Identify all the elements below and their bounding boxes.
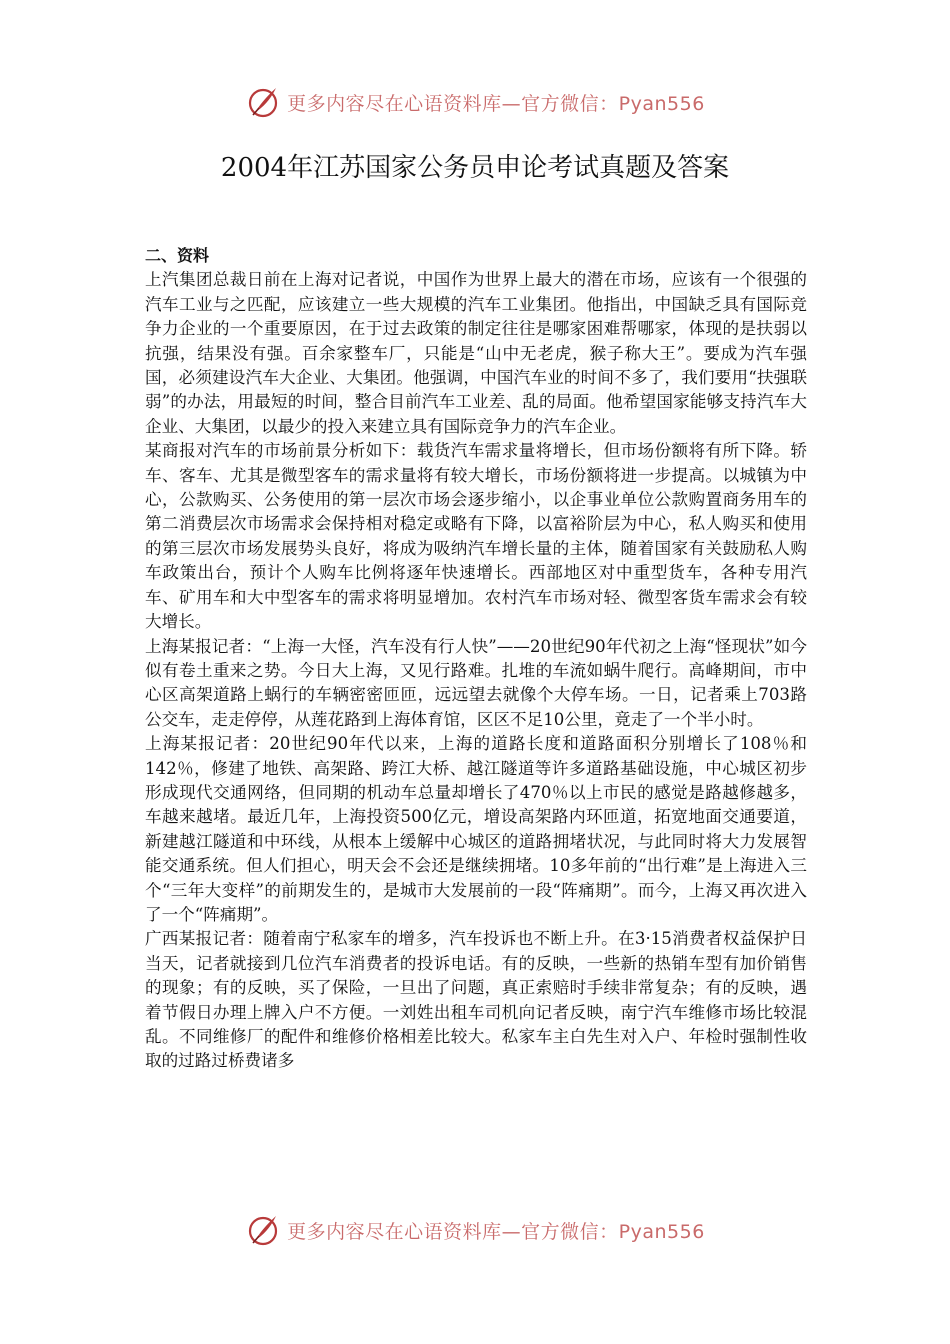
- paragraph: 上海某报记者：20世纪90年代以来，上海的道路长度和道路面积分别增长了108％和142％，修建了地铁、高架路、跨江大桥、越江隧道等许多道路基础设施，中心城区初步形成现代交通网络，但同期的机动车总量却增长了470％以上市民的感觉是路越修越多，车越来越堵。最近几年，上海投资500亿元，增设高架路内环匝道，拓宽地面交通要道，新建越江隧道和中环线，从根本上缓解中心城区的道路拥堵状况，与此同时将大力发展智能交通系统。但人们担心，明天会不会还是继续拥堵。10多年前的“出行难”是上海进入三个“三年大变样”的前期发生的，是城市大发展前的一段“阵痛期”。而今，上海又再次进入了一个“阵痛期”。: [145, 734, 807, 924]
- feather-quill-logo-icon: [245, 84, 281, 120]
- paragraph: 某商报对汽车的市场前景分析如下：载货汽车需求量将增长，但市场份额将有所下降。轿车、客车、尤其是微型客车的需求量将有较大增长，市场份额将进一步提高。以城镇为中心，公款购买、公务使用的第一层次市场会逐步缩小，以企事业单位公款购置商务用车的第二消费层次市场需求会保持相对稳定或略有下降，以富裕阶层为中心，私人购买和使用的第三层次市场发展势头良好，将成为吸纳汽车增长量的主体，随着国家有关鼓励私人购车政策出台，预计个人购车比例将逐年快速增长。西部地区对中重型货车，各种专用汽车、矿用车和大中型客车的需求将明显增加。农村汽车市场对轻、微型客货车需求会有较大增长。: [145, 441, 807, 632]
- feather-quill-logo-icon: [245, 1212, 281, 1248]
- document-body: [145, 244, 807, 1074]
- banner-text: 更多内容尽在心语资料库—官方微信：Pyan556: [287, 1220, 705, 1243]
- banner-text: 更多内容尽在心语资料库—官方微信：Pyan556: [287, 92, 705, 115]
- paragraph: 上海某报记者：“上海一大怪，汽车没有行人快”——20世纪90年代初之上海“怪现状”如今似有卷土重来之势。今日大上海，又见行路难。扎堆的车流如蜗牛爬行。高峰期间，市中心区高架道路上蜗行的车辆密密匝匝，远远望去就像个大停车场。一日，记者乘上703路公交车，走走停停，从莲花路到上海体育馆，区区不足10公里，竟走了一个半小时。: [145, 636, 807, 729]
- footer-banner: [0, 1208, 950, 1252]
- paragraph: 上汽集团总裁日前在上海对记者说，中国作为世界上最大的潜在市场，应该有一个很强的汽车工业与之匹配，应该建立一些大规模的汽车工业集团。他指出，中国缺乏具有国际竞争力企业的一个重要原因，在于过去政策的制定往往是哪家困难帮哪家，体现的是扶弱以抗强，结果没有强。百余家整车厂，只能是“山中无老虎，猴子称大王”。要成为汽车强国，必须建设汽车大企业、大集团。他强调，中国汽车业的时间不多了，我们要用“扶强联弱”的办法，用最短的时间，整合目前汽车工业差、乱的局面。他希望国家能够支持汽车大企业、大集团，以最少的投入来建立具有国际竞争力的汽车企业。: [145, 270, 807, 436]
- section-heading: 二、资料: [145, 246, 210, 265]
- page-title: 2004年江苏国家公务员申论考试真题及答案: [220, 153, 730, 183]
- header-banner: [0, 80, 950, 124]
- paragraph: 广西某报记者：随着南宁私家车的增多，汽车投诉也不断上升。在3·15消费者权益保护日当天，记者就接到几位汽车消费者的投诉电话。有的反映，一些新的热销车型有加价销售的现象；有的反映，买了保险，一旦出了问题，真正索赔时手续非常复杂；有的反映，遇着节假日办理上牌入户不方便。一刘姓出租车司机向记者反映，南宁汽车维修市场比较混乱。不同维修厂的配件和维修价格相差比较大。私家车主白先生对入户、年检时强制性收取的过路过桥费诸多: [145, 929, 807, 1071]
